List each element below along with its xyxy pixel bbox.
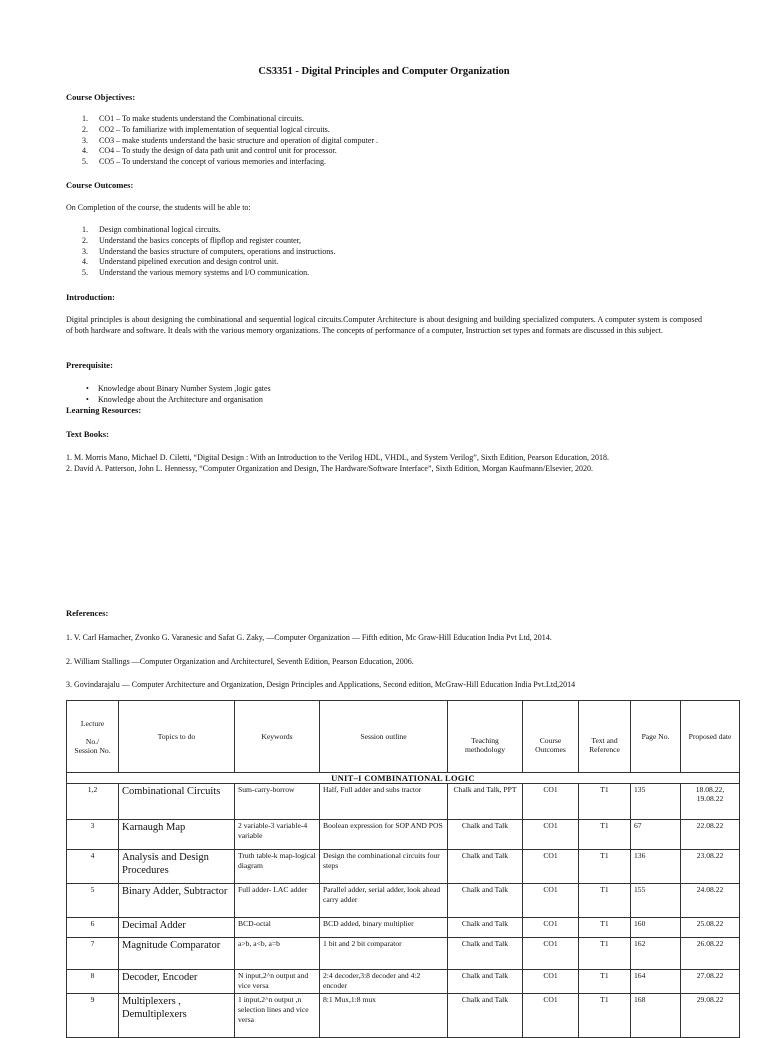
cell-co: CO1 — [523, 784, 579, 820]
cell-teaching: Chalk and Talk — [448, 994, 523, 1038]
cell-keywords: Sum-carry-borrow — [235, 784, 320, 820]
cell-date: 26.08.22 — [681, 938, 740, 970]
table-row — [67, 970, 740, 994]
cell-date: 23.08.22 — [681, 850, 740, 884]
cell-teaching: Chalk and Talk — [448, 884, 523, 918]
table-row — [67, 784, 740, 820]
cell-session-no: 4 — [67, 850, 119, 884]
introduction-text: Digital principles is about designing the combinational and sequential logical circuits.Computer Architecture is about designing and building specialized computers. A computer system is composed of both hardware and software. It deals with the various memory organizations. The concepts of performance of a computer, Instruction set types and formats are discussed in this subject. — [66, 315, 702, 335]
cell-page: 164 — [631, 970, 681, 994]
cell-session-outline: 1 bit and 2 bit comparator — [320, 938, 448, 970]
cell-co: CO1 — [523, 918, 579, 938]
cell-teaching: Chalk and Talk — [448, 820, 523, 850]
document-title: CS3351 - Digital Principles and Computer Organization — [258, 66, 510, 77]
table-row — [67, 820, 740, 850]
header-teaching-methodology: Teaching methodology — [448, 701, 523, 773]
text-book-item: 2. David A. Patterson, John L. Hennessy, “Computer Organization and Design, The Hardware/Software Interface”, Sixth Edition, Morgan Kaufmann/Elsevier, 2020. — [66, 464, 594, 473]
cell-keywords: a>b, a<b, a=b — [235, 938, 320, 970]
introduction-heading: Introduction: — [66, 292, 115, 302]
unit-title: UNIT–I COMBINATIONAL LOGIC — [67, 773, 740, 784]
cell-topic: Binary Adder, Subtractor — [119, 884, 235, 918]
cell-page: 168 — [631, 994, 681, 1038]
outcome-item: 1. Design combinational logical circuits. — [82, 225, 221, 234]
cell-topic: Combinational Circuits — [119, 784, 235, 820]
prerequisite-heading: Prerequisite: — [66, 360, 113, 370]
cell-co: CO1 — [523, 820, 579, 850]
cell-keywords: Truth table-k map-logical diagram — [235, 850, 320, 884]
cell-page: 162 — [631, 938, 681, 970]
text-book-item: 1. M. Morris Mano, Michael D. Ciletti, “Digital Design : With an Introduction to the Verilog HDL, VHDL, and System Verilog”, Sixth Edition, Pearson Education, 2018. — [66, 453, 610, 462]
cell-date: 24.08.22 — [681, 884, 740, 918]
outcomes-lead: On Completion of the course, the students will be able to: — [66, 203, 251, 212]
cell-page: 67 — [631, 820, 681, 850]
cell-session-outline: 8:1 Mux,1:8 mux — [320, 994, 448, 1038]
table-row — [67, 850, 740, 884]
cell-topic: Decoder, Encoder — [119, 970, 235, 994]
cell-teaching: Chalk and Talk — [448, 938, 523, 970]
cell-topic: Multiplexers , Demultiplexers — [119, 994, 235, 1038]
cell-session-outline: Boolean expression for SOP AND POS — [320, 820, 448, 850]
cell-date: 25.08.22 — [681, 918, 740, 938]
cell-page: 155 — [631, 884, 681, 918]
cell-keywords: N input,2^n output and vice versa — [235, 970, 320, 994]
cell-text-ref: T1 — [579, 884, 631, 918]
prerequisite-item: • Knowledge about the Architecture and organisation — [86, 394, 271, 405]
cell-date: 22.08.22 — [681, 820, 740, 850]
outcome-item: 3. Understand the basics structure of computers, operations and instructions. — [82, 246, 336, 256]
reference-item: 2. William Stallings ―Computer Organization and Architecture‖, Seventh Edition, Pearson Education, 2006. — [66, 657, 414, 666]
cell-date: 29.08.22 — [681, 994, 740, 1038]
reference-item: 3. Govindarajalu ― Computer Architecture and Organization, Design Principles and Applications, Second edition, McGraw-Hill Education India Pvt.Ltd,2014 — [66, 680, 576, 689]
text-books-heading: Text Books: — [66, 429, 109, 439]
cell-text-ref: T1 — [579, 994, 631, 1038]
outcome-item: 5. Understand the various memory systems and I/O communication. — [82, 268, 310, 278]
outcome-item: 4. Understand pipelined execution and design control unit. — [82, 257, 279, 267]
cell-text-ref: T1 — [579, 938, 631, 970]
cell-text-ref: T1 — [579, 850, 631, 884]
cell-co: CO1 — [523, 850, 579, 884]
cell-date: 27.08.22 — [681, 970, 740, 994]
cell-page: 136 — [631, 850, 681, 884]
cell-co: CO1 — [523, 994, 579, 1038]
objectives-heading: Course Objectives: — [66, 92, 136, 102]
unit-row — [67, 773, 740, 784]
table-row — [67, 918, 740, 938]
cell-keywords: 1 input,2^n output ,n selection lines and vice versa — [235, 994, 320, 1038]
header-session-outline: Session outline — [320, 701, 448, 773]
cell-co: CO1 — [523, 884, 579, 918]
cell-teaching: Chalk and Talk — [448, 970, 523, 994]
lesson-plan-table — [66, 700, 740, 1038]
cell-keywords: BCD-octal — [235, 918, 320, 938]
cell-keywords: 2 variable-3 variable-4 variable — [235, 820, 320, 850]
cell-keywords: Full adder- LAC adder — [235, 884, 320, 918]
cell-co: CO1 — [523, 970, 579, 994]
objective-item: 4. CO4 – To study the design of data path unit and control unit for processor. — [82, 146, 337, 156]
cell-text-ref: T1 — [579, 784, 631, 820]
cell-session-outline: BCD added, binary multiplier — [320, 918, 448, 938]
header-text-reference: Text and Reference — [579, 701, 631, 773]
objectives-list — [82, 114, 378, 168]
cell-session-outline: Parallel adder, serial adder, look ahead carry adder — [320, 884, 448, 918]
cell-topic: Karnaugh Map — [119, 820, 235, 850]
prerequisite-list — [86, 383, 271, 405]
outcome-item: 2. Understand the basics concepts of flipflop and register counter, — [82, 235, 302, 245]
cell-teaching: Chalk and Talk, PPT — [448, 784, 523, 820]
table-row — [67, 938, 740, 970]
cell-teaching: Chalk and Talk — [448, 850, 523, 884]
header-lecture: Lecture No./ Session No. — [67, 701, 119, 773]
cell-session-no: 9 — [67, 994, 119, 1038]
cell-date: 18.08.22, 19.08.22 — [681, 784, 740, 820]
table-header-row — [67, 701, 740, 773]
cell-text-ref: T1 — [579, 820, 631, 850]
objective-item: 1. CO1 – To make students understand the Combinational circuits. — [82, 114, 304, 123]
header-proposed-date: Proposed date — [681, 701, 740, 773]
references-heading: References: — [66, 608, 109, 618]
cell-topic: Analysis and Design Procedures — [119, 850, 235, 884]
cell-session-no: 6 — [67, 918, 119, 938]
cell-text-ref: T1 — [579, 970, 631, 994]
cell-session-no: 8 — [67, 970, 119, 994]
objective-item: 3. CO3 – make students understand the basic structure and operation of digital computer . — [82, 135, 379, 145]
cell-session-outline: Design the combinational circuits four steps — [320, 850, 448, 884]
cell-session-no: 5 — [67, 884, 119, 918]
cell-session-outline: 2:4 decoder,3:8 decoder and 4:2 encoder — [320, 970, 448, 994]
prerequisite-item: • Knowledge about Binary Number System ,logic gates — [86, 383, 271, 394]
cell-page: 160 — [631, 918, 681, 938]
cell-co: CO1 — [523, 938, 579, 970]
header-page-no: Page No. — [631, 701, 681, 773]
cell-text-ref: T1 — [579, 918, 631, 938]
cell-session-no: 3 — [67, 820, 119, 850]
table-row — [67, 994, 740, 1038]
outcomes-list — [82, 225, 335, 279]
header-keywords: Keywords — [235, 701, 320, 773]
header-topics: Topics to do — [119, 701, 235, 773]
cell-session-no: 7 — [67, 938, 119, 970]
objective-item: 5. CO5 – To understand the concept of various memories and interfacing. — [82, 157, 327, 167]
header-course-outcomes: Course Outcomes — [523, 701, 579, 773]
objective-item: 2. CO2 – To familiarize with implementation of sequential logical circuits. — [82, 124, 330, 134]
cell-topic: Magnitude Comparator — [119, 938, 235, 970]
cell-teaching: Chalk and Talk — [448, 918, 523, 938]
cell-session-no: 1,2 — [67, 784, 119, 820]
learning-resources-heading: Learning Resources: — [66, 405, 142, 415]
cell-page: 135 — [631, 784, 681, 820]
reference-item: 1. V. Carl Hamacher, Zvonko G. Varanesic and Safat G. Zaky, ―Computer Organization ― Fifth edition, Mc Graw-Hill Education India Pvt Ltd, 2014. — [66, 633, 552, 642]
table-row — [67, 884, 740, 918]
cell-topic: Decimal Adder — [119, 918, 235, 938]
cell-session-outline: Half, Full adder and subs tractor — [320, 784, 448, 820]
outcomes-heading: Course Outcomes: — [66, 180, 134, 190]
